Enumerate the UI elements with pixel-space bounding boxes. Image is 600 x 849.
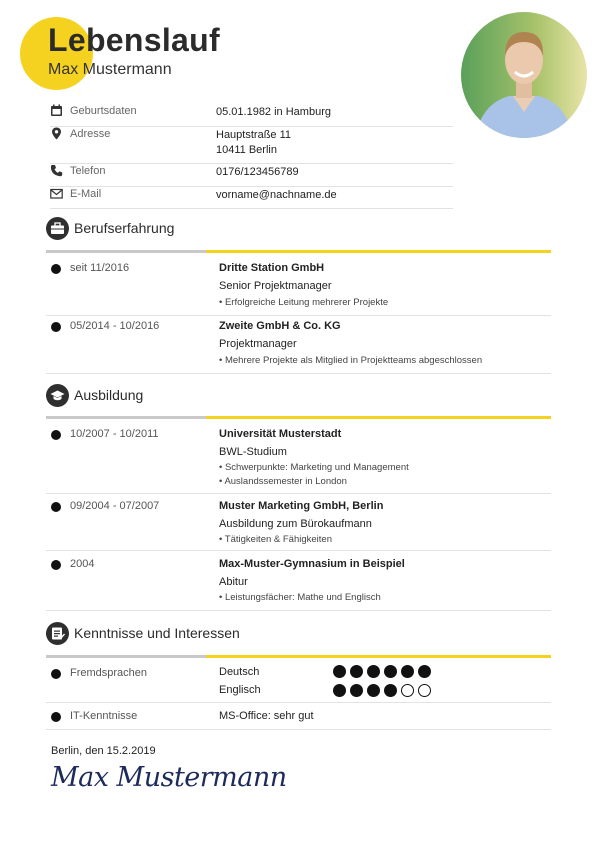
bullet-dot [51,669,61,679]
entry-date: 2004 [70,558,95,570]
place-and-date: Berlin, den 15.2.2019 [51,745,156,757]
entry-date: seit 11/2016 [70,262,130,274]
entry-bullet: • Schwerpunkte: Marketing und Management [219,462,409,473]
personal-row-address [50,127,453,164]
entry-organization: Universität Musterstadt [219,428,342,440]
entry-bullet: • Erfolgreiche Leitung mehrerer Projekte [219,297,389,308]
entry-bullet: • Leistungsfächer: Mathe und Englisch [219,592,381,603]
bullet-dot [51,430,61,440]
skills-entry-it [46,708,551,730]
skills-entry-languages [46,665,551,703]
rating-dot-filled [418,665,431,678]
address-street: Hauptstraße 11 [216,129,292,141]
bullet-dot [51,322,61,332]
phone-icon [50,164,64,178]
notepad-icon [46,622,69,645]
section-title-education: Ausbildung [74,387,144,403]
rating-dot-filled [384,665,397,678]
education-entry [46,498,551,551]
rating-dot-filled [401,665,414,678]
rating-dot-filled [350,684,363,697]
calendar-icon [50,104,64,118]
rating-dot-filled [350,665,363,678]
phone-value: 0176/123456789 [216,166,299,178]
language-name: Deutsch [219,666,260,678]
handwritten-signature: Max Mustermann [51,762,287,793]
entry-organization: Dritte Station GmbH [219,262,325,274]
entry-organization: Muster Marketing GmbH, Berlin [219,500,384,512]
envelope-icon [50,187,64,201]
entry-bullet: • Mehrere Projekte als Mitglied in Projektteams abgeschlossen [219,355,483,366]
language-name: Englisch [219,684,261,696]
applicant-name: Max Mustermann [48,61,172,78]
entry-date: 10/2007 - 10/2011 [70,428,159,440]
rating-dot-filled [384,684,397,697]
graduation-cap-icon [46,384,69,407]
entry-bullet: • Auslandssemester in London [219,476,347,487]
personal-row-birth [50,104,453,127]
entry-role: Ausbildung zum Bürokaufmann [219,518,372,530]
rating-dot-empty [418,684,431,697]
address-label: Adresse [70,128,111,140]
entry-role: Abitur [219,576,248,588]
education-entry [46,556,551,611]
entry-date: 09/2004 - 07/2007 [70,500,160,512]
it-value: MS-Office: sehr gut [219,710,314,722]
rating-dot-empty [401,684,414,697]
bullet-dot [51,264,61,274]
section-divider-gray [46,416,206,419]
section-title-skills: Kenntnisse und Interessen [74,625,240,641]
bullet-dot [51,560,61,570]
birth-value: 05.01.1982 in Hamburg [216,106,331,118]
experience-entry [46,260,551,316]
languages-label: Fremdsprachen [70,667,148,679]
section-divider-gray [46,655,206,658]
location-pin-icon [50,127,64,141]
section-divider-yellow [206,416,551,419]
entry-role: BWL-Studium [219,446,287,458]
email-value: vorname@nachname.de [216,189,337,201]
personal-row-email [50,187,453,209]
it-label: IT-Kenntnisse [70,710,138,722]
entry-date: 05/2014 - 10/2016 [70,320,160,332]
entry-organization: Max-Muster-Gymnasium in Beispiel [219,558,405,570]
email-label: E-Mail [70,188,102,200]
entry-role: Senior Projektmanager [219,280,332,292]
profile-photo [461,12,587,138]
section-title-experience: Berufserfahrung [74,220,175,236]
birth-label: Geburtsdaten [70,105,137,117]
rating-dot-filled [367,684,380,697]
section-divider-gray [46,250,206,253]
bullet-dot [51,502,61,512]
page-title: Lebenslauf [48,22,220,58]
rating-dot-filled [333,684,346,697]
bullet-dot [51,712,61,722]
section-divider-yellow [206,250,551,253]
address-city: 10411 Berlin [216,144,277,156]
briefcase-icon [46,217,69,240]
rating-dot-filled [333,665,346,678]
entry-bullet: • Tätigkeiten & Fähigkeiten [219,534,332,545]
section-divider-yellow [206,655,551,658]
education-entry [46,426,551,494]
rating-dot-filled [367,665,380,678]
entry-role: Projektmanager [219,338,297,350]
phone-label: Telefon [70,165,106,177]
experience-entry [46,318,551,374]
personal-row-phone [50,164,453,187]
entry-organization: Zweite GmbH & Co. KG [219,320,341,332]
